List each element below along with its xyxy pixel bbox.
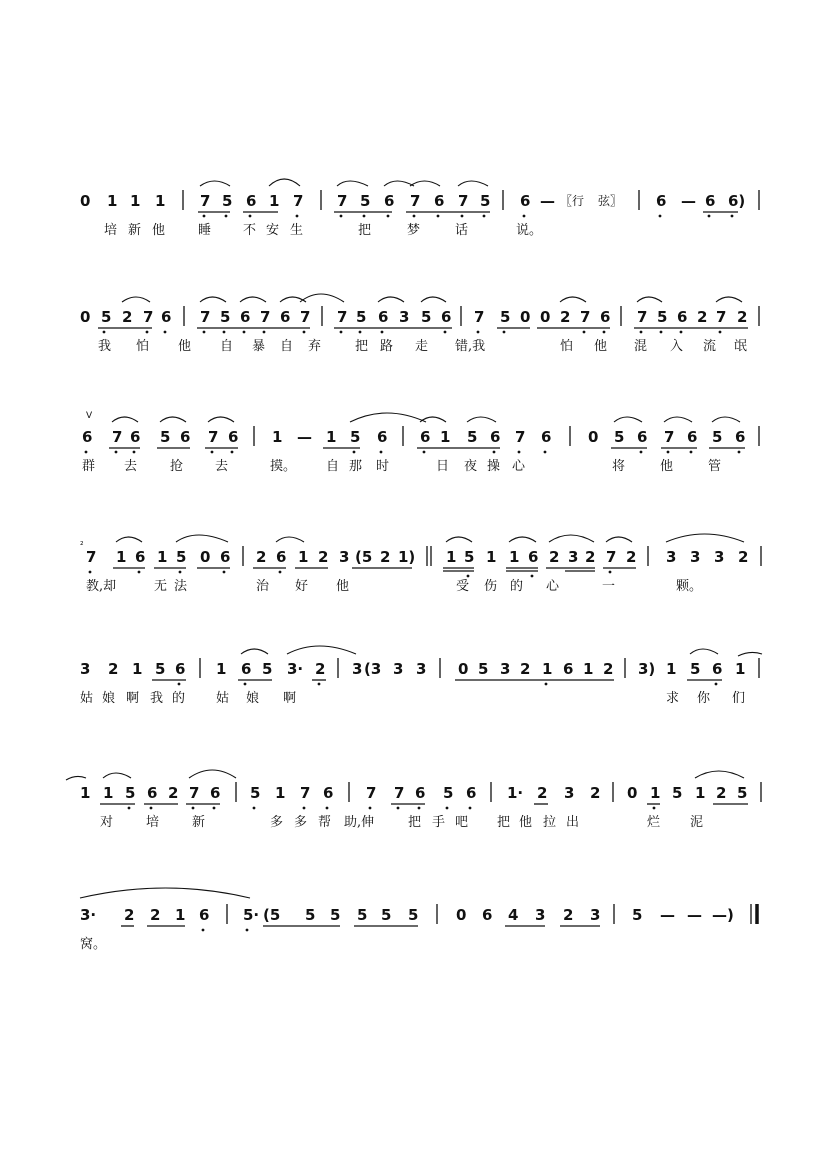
note: 5 bbox=[357, 906, 368, 924]
note: 5 bbox=[125, 784, 136, 802]
note: 2 bbox=[380, 548, 391, 566]
lyric: 窝。 bbox=[80, 937, 107, 952]
lyric: 弃 bbox=[308, 339, 322, 354]
lyric: 多 bbox=[294, 815, 308, 830]
note: 5 bbox=[464, 548, 475, 566]
note: 6 bbox=[82, 428, 93, 446]
lyrics-line-2 bbox=[0, 284, 827, 354]
note: 5 bbox=[305, 906, 316, 924]
lyric: 摸。 bbox=[270, 459, 297, 474]
note: 7 bbox=[300, 784, 311, 802]
note: 0 bbox=[627, 784, 638, 802]
lyrics-line-1 bbox=[0, 168, 827, 238]
lyric: 怕 bbox=[136, 339, 150, 354]
note: 7 bbox=[337, 192, 348, 210]
lyric: 生 bbox=[290, 223, 304, 238]
note: 5 bbox=[480, 192, 491, 210]
note: 6 bbox=[280, 308, 291, 326]
note: 0 bbox=[540, 308, 551, 326]
note: 6 bbox=[180, 428, 191, 446]
note: 0 bbox=[80, 192, 91, 210]
note: 6 bbox=[246, 192, 257, 210]
note: 6 bbox=[276, 548, 287, 566]
note: 3 bbox=[535, 906, 546, 924]
note: 1 bbox=[446, 548, 457, 566]
note: 2 bbox=[124, 906, 135, 924]
note: 1 bbox=[542, 660, 553, 678]
score-line-3 bbox=[0, 404, 827, 474]
lyric: 的 bbox=[172, 691, 186, 706]
note: 1 bbox=[298, 548, 309, 566]
note: 2 bbox=[168, 784, 179, 802]
lyric: 手 bbox=[432, 815, 446, 830]
note: 2 bbox=[315, 660, 326, 678]
lyric: 安 bbox=[266, 223, 280, 238]
lyric: 不 bbox=[243, 223, 257, 238]
note: 6 bbox=[637, 428, 648, 446]
note: 1 bbox=[695, 784, 706, 802]
note: 6 bbox=[466, 784, 477, 802]
note: 7 bbox=[293, 192, 304, 210]
note: 3 bbox=[500, 660, 511, 678]
lyric: 暴 bbox=[252, 339, 266, 354]
lyric: 教,却 bbox=[86, 579, 117, 594]
lyric: 心 bbox=[512, 459, 526, 474]
note: 1 bbox=[269, 192, 280, 210]
note: 3 bbox=[399, 308, 410, 326]
note: 5· bbox=[243, 906, 260, 924]
note: 1 bbox=[583, 660, 594, 678]
note: 6 bbox=[378, 308, 389, 326]
note: 5 bbox=[262, 660, 273, 678]
note: — bbox=[681, 192, 696, 210]
note: 0 bbox=[80, 308, 91, 326]
note: 1 bbox=[216, 660, 227, 678]
lyric: 流 bbox=[703, 339, 717, 354]
note: 2 bbox=[560, 308, 571, 326]
lyric: 泥 bbox=[690, 815, 704, 830]
lyric: 他 bbox=[594, 339, 608, 354]
note: 1 bbox=[650, 784, 661, 802]
grace-note: ² bbox=[80, 541, 84, 551]
score-line-4 bbox=[0, 524, 827, 594]
note: 6 bbox=[415, 784, 426, 802]
note: 5 bbox=[690, 660, 701, 678]
lyric: 法 bbox=[174, 579, 188, 594]
note: 6 bbox=[161, 308, 172, 326]
lyrics-line-6 bbox=[0, 760, 827, 830]
note: 2 bbox=[585, 548, 596, 566]
lyric: 啊 bbox=[283, 691, 297, 706]
note: 1 bbox=[107, 192, 118, 210]
note: 5 bbox=[176, 548, 187, 566]
breath-mark: V bbox=[86, 411, 93, 421]
lyric: 对 bbox=[100, 815, 114, 830]
note: 1 bbox=[486, 548, 497, 566]
note: — bbox=[540, 192, 555, 210]
lyric: 烂 bbox=[647, 815, 661, 830]
note: 7 bbox=[394, 784, 405, 802]
lyric: 娘 bbox=[102, 691, 116, 706]
lyric: 求 bbox=[666, 691, 680, 706]
lyric: 受 bbox=[456, 579, 470, 594]
note: 5 bbox=[356, 308, 367, 326]
note: 3 bbox=[714, 548, 725, 566]
lyric: 我 bbox=[150, 691, 164, 706]
note: 5 bbox=[632, 906, 643, 924]
note: 3 bbox=[690, 548, 701, 566]
note: 6 bbox=[656, 192, 667, 210]
lyric: 帮 bbox=[318, 815, 332, 830]
note: 3 bbox=[666, 548, 677, 566]
note: 5 bbox=[614, 428, 625, 446]
lyric: 的 bbox=[510, 579, 524, 594]
lyric: 氓 bbox=[734, 339, 748, 354]
note: 7 bbox=[580, 308, 591, 326]
note: 5 bbox=[160, 428, 171, 446]
note: 5 bbox=[330, 906, 341, 924]
lyric: 日 bbox=[436, 459, 450, 474]
lyric: 睡 bbox=[198, 223, 212, 238]
note: 3) bbox=[638, 660, 656, 678]
interlude-marker: 〖行 bbox=[560, 194, 585, 208]
note: — bbox=[297, 428, 312, 446]
lyrics-line-5 bbox=[0, 636, 827, 706]
lyric: 那 bbox=[349, 459, 363, 474]
note: 5 bbox=[467, 428, 478, 446]
note: 6 bbox=[210, 784, 221, 802]
note: 2 bbox=[150, 906, 161, 924]
note: 6 bbox=[441, 308, 452, 326]
note: 5 bbox=[657, 308, 668, 326]
note: 1· bbox=[507, 784, 524, 802]
lyric: 一 bbox=[602, 579, 616, 594]
note: 6 bbox=[135, 548, 146, 566]
lyric: 无 bbox=[154, 579, 168, 594]
note: — bbox=[687, 906, 702, 924]
note: 7 bbox=[458, 192, 469, 210]
note: 2 bbox=[590, 784, 601, 802]
lyric: 群 bbox=[82, 459, 96, 474]
note: 1 bbox=[132, 660, 143, 678]
lyric: 拉 bbox=[543, 815, 557, 830]
note: 1 bbox=[440, 428, 451, 446]
note: 1 bbox=[157, 548, 168, 566]
note: 7 bbox=[716, 308, 727, 326]
lyric: 将 bbox=[612, 459, 626, 474]
lyric: 混 bbox=[634, 339, 648, 354]
note: 2 bbox=[549, 548, 560, 566]
note: 1 bbox=[509, 548, 520, 566]
lyric: 自 bbox=[220, 339, 234, 354]
lyric: 路 bbox=[380, 339, 394, 354]
lyric: 自 bbox=[280, 339, 294, 354]
note: 3 bbox=[568, 548, 579, 566]
lyric: 们 bbox=[732, 691, 746, 706]
note: 3· bbox=[287, 660, 304, 678]
note: 6 bbox=[228, 428, 239, 446]
note: 6 bbox=[735, 428, 746, 446]
lyric: 治 bbox=[256, 579, 270, 594]
note: 6 bbox=[482, 906, 493, 924]
lyric: 多 bbox=[270, 815, 284, 830]
note: 0 bbox=[520, 308, 531, 326]
lyric: 把 bbox=[497, 815, 511, 830]
lyric: 吧 bbox=[455, 815, 469, 830]
note: 7 bbox=[143, 308, 154, 326]
lyric: 我 bbox=[98, 339, 112, 354]
lyric: 出 bbox=[566, 815, 580, 830]
note: 2 bbox=[697, 308, 708, 326]
note: 7 bbox=[606, 548, 617, 566]
note: 7 bbox=[410, 192, 421, 210]
lyric: 他 bbox=[519, 815, 533, 830]
lyric: 他 bbox=[336, 579, 350, 594]
lyric: 时 bbox=[376, 459, 390, 474]
note: 2 bbox=[537, 784, 548, 802]
lyric: 梦 bbox=[407, 223, 421, 238]
note: 2 bbox=[626, 548, 637, 566]
lyrics-line-7 bbox=[0, 882, 827, 952]
note: 7 bbox=[366, 784, 377, 802]
note: 6 bbox=[241, 660, 252, 678]
note: 2 bbox=[603, 660, 614, 678]
note: 7 bbox=[515, 428, 526, 446]
note: 2 bbox=[256, 548, 267, 566]
lyric: 啊 bbox=[126, 691, 140, 706]
note: 5 bbox=[712, 428, 723, 446]
note: 5 bbox=[155, 660, 166, 678]
score-line-5 bbox=[0, 636, 827, 706]
note: (5 bbox=[355, 548, 373, 566]
note: 7 bbox=[86, 548, 97, 566]
note: 3 bbox=[80, 660, 91, 678]
note: 2 bbox=[563, 906, 574, 924]
note: 3 bbox=[393, 660, 404, 678]
note: 2 bbox=[716, 784, 727, 802]
lyric: 新 bbox=[192, 815, 206, 830]
note: 3 bbox=[352, 660, 363, 678]
note: 3· bbox=[80, 906, 97, 924]
note: 6 bbox=[323, 784, 334, 802]
note: 6 bbox=[199, 906, 210, 924]
lyric: 他 bbox=[660, 459, 674, 474]
note: 7 bbox=[474, 308, 485, 326]
lyric: 培 bbox=[146, 815, 160, 830]
note: 3 bbox=[590, 906, 601, 924]
lyric: 怕 bbox=[560, 339, 574, 354]
score-line-1 bbox=[0, 168, 827, 238]
note: 1 bbox=[666, 660, 677, 678]
note: 7 bbox=[112, 428, 123, 446]
lyric: 培 bbox=[104, 223, 118, 238]
note: (5 bbox=[263, 906, 281, 924]
note: 6 bbox=[130, 428, 141, 446]
note: —) bbox=[712, 906, 734, 924]
note: (3 bbox=[364, 660, 382, 678]
note: 6 bbox=[528, 548, 539, 566]
lyric: 把 bbox=[355, 339, 369, 354]
note: 1 bbox=[155, 192, 166, 210]
lyric: 姑 bbox=[216, 691, 230, 706]
note: 5 bbox=[443, 784, 454, 802]
note: 1 bbox=[116, 548, 127, 566]
note: 1 bbox=[175, 906, 186, 924]
note: 6 bbox=[384, 192, 395, 210]
note: 1 bbox=[735, 660, 746, 678]
lyric: 心 bbox=[546, 579, 560, 594]
lyric: 颗。 bbox=[676, 579, 703, 594]
lyric: 去 bbox=[124, 459, 138, 474]
score-line-7 bbox=[0, 882, 827, 952]
note: 2 bbox=[520, 660, 531, 678]
note: 7 bbox=[337, 308, 348, 326]
lyrics-line-4 bbox=[0, 524, 827, 594]
lyric: 伤 bbox=[484, 579, 498, 594]
note: 6 bbox=[377, 428, 388, 446]
note: 5 bbox=[672, 784, 683, 802]
note: 0 bbox=[458, 660, 469, 678]
lyric: 说。 bbox=[516, 223, 543, 238]
lyric: 姑 bbox=[80, 691, 94, 706]
note: 3 bbox=[564, 784, 575, 802]
lyric: 去 bbox=[215, 459, 229, 474]
note: 7 bbox=[637, 308, 648, 326]
lyric: 话 bbox=[455, 223, 469, 238]
note: 7 bbox=[300, 308, 311, 326]
note: 6 bbox=[434, 192, 445, 210]
note: 6 bbox=[175, 660, 186, 678]
note: 6 bbox=[240, 308, 251, 326]
note: 6 bbox=[220, 548, 231, 566]
lyrics-line-3 bbox=[0, 404, 827, 474]
note: 5 bbox=[381, 906, 392, 924]
note: 1 bbox=[275, 784, 286, 802]
lyric: 他 bbox=[178, 339, 192, 354]
note: 1 bbox=[103, 784, 114, 802]
lyric: 抢 bbox=[170, 459, 184, 474]
note: 7 bbox=[200, 308, 211, 326]
note: 7 bbox=[200, 192, 211, 210]
lyric: 管 bbox=[708, 459, 722, 474]
note: 1 bbox=[272, 428, 283, 446]
note: 2 bbox=[737, 308, 748, 326]
lyric: 把 bbox=[408, 815, 422, 830]
note: 6 bbox=[520, 192, 531, 210]
lyric: 好 bbox=[295, 579, 309, 594]
note: 5 bbox=[421, 308, 432, 326]
note: — bbox=[660, 906, 675, 924]
note: 0 bbox=[200, 548, 211, 566]
note: 5 bbox=[101, 308, 112, 326]
note: 2 bbox=[738, 548, 749, 566]
lyric: 你 bbox=[697, 691, 711, 706]
note: 0 bbox=[588, 428, 599, 446]
note: 6) bbox=[728, 192, 746, 210]
note: 6 bbox=[147, 784, 158, 802]
note: 7 bbox=[260, 308, 271, 326]
note: 0 bbox=[456, 906, 467, 924]
note: 5 bbox=[250, 784, 261, 802]
note: 2 bbox=[122, 308, 133, 326]
note: 6 bbox=[687, 428, 698, 446]
note: 5 bbox=[360, 192, 371, 210]
note: 6 bbox=[600, 308, 611, 326]
note: 5 bbox=[350, 428, 361, 446]
lyric: 娘 bbox=[246, 691, 260, 706]
note: 6 bbox=[563, 660, 574, 678]
score-line-6 bbox=[0, 760, 827, 830]
note: 6 bbox=[490, 428, 501, 446]
interlude-marker: 弦〗 bbox=[598, 194, 623, 208]
note: 2 bbox=[108, 660, 119, 678]
note: 3 bbox=[339, 548, 350, 566]
lyric: 助,伸 bbox=[344, 815, 375, 830]
lyric: 夜 bbox=[464, 459, 478, 474]
note: 1 bbox=[130, 192, 141, 210]
note: 1 bbox=[80, 784, 91, 802]
note: 5 bbox=[220, 308, 231, 326]
note: 3 bbox=[416, 660, 427, 678]
note: 5 bbox=[408, 906, 419, 924]
lyric: 操 bbox=[487, 459, 501, 474]
note: 5 bbox=[737, 784, 748, 802]
note: 7 bbox=[664, 428, 675, 446]
lyric: 他 bbox=[152, 223, 166, 238]
note: 6 bbox=[712, 660, 723, 678]
note: 4 bbox=[508, 906, 519, 924]
lyric: 入 bbox=[670, 339, 684, 354]
note: 5 bbox=[478, 660, 489, 678]
lyric: 走 bbox=[415, 339, 429, 354]
note: 1) bbox=[398, 548, 416, 566]
lyric: 新 bbox=[128, 223, 142, 238]
note: 6 bbox=[677, 308, 688, 326]
note: 7 bbox=[189, 784, 200, 802]
note: 7 bbox=[208, 428, 219, 446]
note: 1 bbox=[326, 428, 337, 446]
note: 5 bbox=[500, 308, 511, 326]
note: 2 bbox=[318, 548, 329, 566]
lyric: 自 bbox=[326, 459, 340, 474]
lyric: 把 bbox=[358, 223, 372, 238]
note: 6 bbox=[705, 192, 716, 210]
lyric: 错,我 bbox=[455, 339, 486, 354]
score-line-2 bbox=[0, 284, 827, 354]
note: 6 bbox=[420, 428, 431, 446]
note: 6 bbox=[541, 428, 552, 446]
note: 5 bbox=[222, 192, 233, 210]
